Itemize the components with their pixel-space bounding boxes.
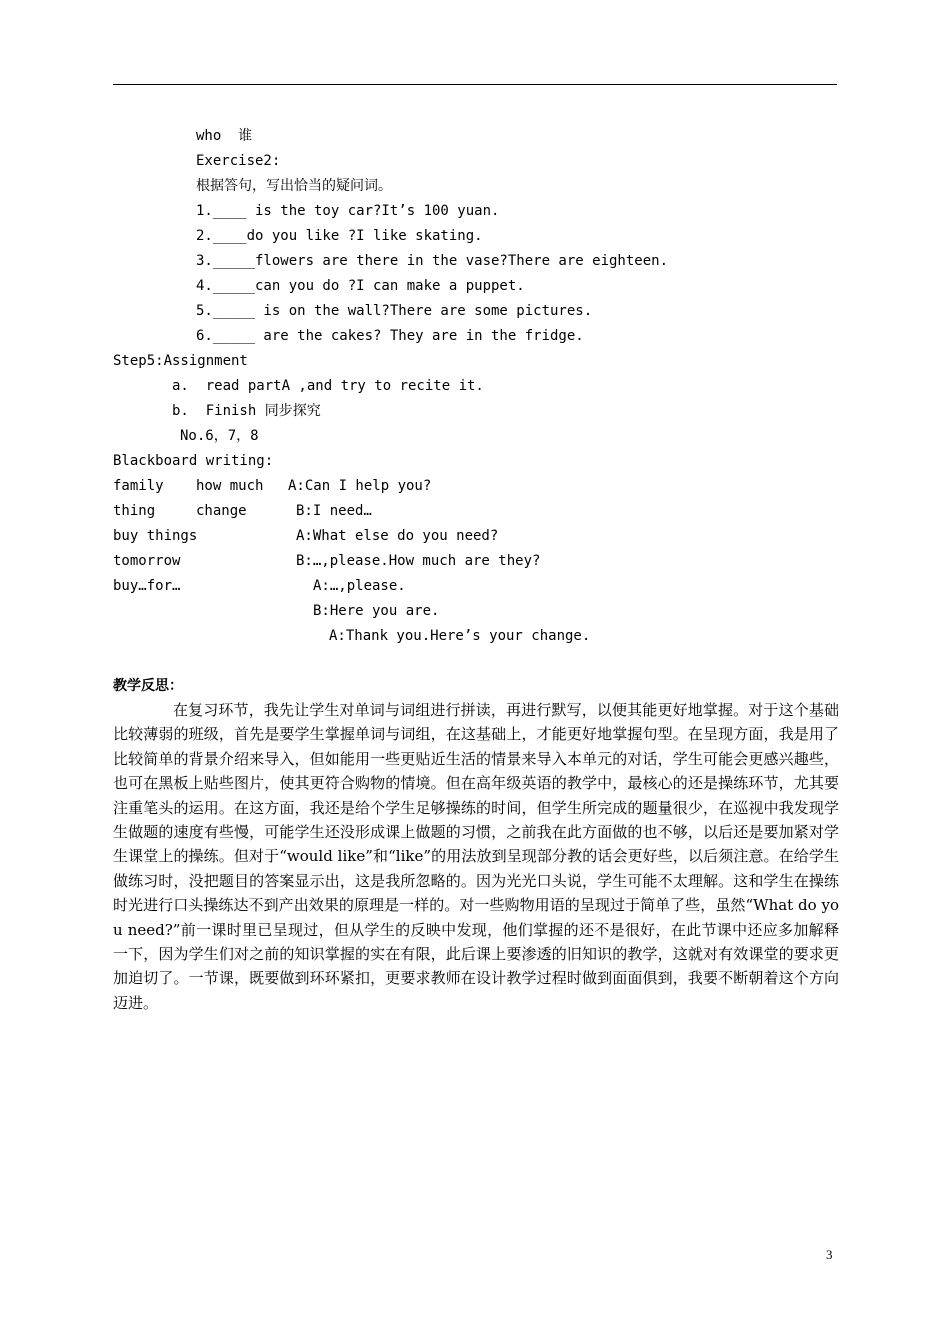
- assignment-title: Step5:Assignment: [113, 353, 248, 369]
- blackboard-dialogue-line: A:Can I help you?: [288, 478, 432, 494]
- page-number: 3: [826, 1247, 833, 1262]
- exercise-item: 3._____flowers are there in the vase?There are eighteen.: [196, 253, 669, 269]
- reflection-paragraph: 在复习环节，我先让学生对单词与词组进行拼读，再进行默写，以便其能更好地掌握。对于这个基础比较薄弱的班级，首先是要学生掌握单词与词组，在这基础上，才能更好地掌握句型。在呈现方面，我是用了比较简单的背景介绍来导入，但如能用一些更贴近生活的情景来导入本单元的对话，学生可能会更感兴趣些，也可在黑板上贴些图片，使其更符合购物的情境。但在高年级英语的教学中，最核心的还是操练环节，尤其要注重笔头的运用。在这方面，我还是给个学生足够操练的时间，但学生所完成的题量很少，在巡视中我发现学生做题的速度有些慢，可能学生还没形成课上做题的习惯，之前我在此方面做的也不够，以后还是要加紧对学生课堂上的操练。但对于“would like”和“like”的用法放到呈现部分教的话会更好些，以后须注意。在给学生做练习时，没把题目的答案显示出，这是我所忽略的。因为光光口头说，学生可能不太理解。这和学生在操练时光进行口头操练达不到产出效果的原理是一样的。对一些购物用语的呈现过于简单了些，虽然“What do you need?”前一课时里已呈现过，但从学生的反映中发现，他们掌握的还不是很好，在此节课中还应多加解释一下，因为学生们对之前的知识掌握的实在有限，此后课上要渗透的旧知识的教学，这就对有效课堂的要求更加迫切了。一节课，既要做到环环紧扣，更要求教师在设计教学过程时做到面面俱到，我要不断朝着这个方向迈进。: [113, 701, 839, 1012]
- exercise-item: 2.____do you like ?I like skating.: [196, 228, 483, 244]
- blackboard-title: Blackboard writing:: [113, 453, 274, 469]
- blackboard-dialogue-line: B:I need…: [296, 503, 372, 519]
- reflection-body: [113, 698, 839, 1015]
- blackboard-vocab: thing: [113, 503, 156, 519]
- blackboard-dialogue-line: A:Thank you.Here’s your change.: [329, 628, 591, 644]
- blackboard-vocab: change: [196, 503, 247, 519]
- exercise-title: Exercise2:: [196, 153, 281, 169]
- exercise-item: 4._____can you do ?I can make a puppet.: [196, 278, 525, 294]
- assignment-item-b: b. Finish 同步探究: [172, 403, 321, 419]
- blackboard-vocab: buy things: [113, 528, 198, 544]
- reflection-heading: 教学反思：: [113, 678, 183, 694]
- assignment-item-a: a. read partA ,and try to recite it.: [172, 378, 484, 394]
- exercise-item: 1.____ is the toy car?It’s 100 yuan.: [196, 203, 500, 219]
- blackboard-vocab: tomorrow: [113, 553, 181, 569]
- blackboard-dialogue-line: A:…,please.: [313, 578, 406, 594]
- blackboard-vocab: family: [113, 478, 164, 494]
- blackboard-dialogue-line: B:…,please.How much are they?: [296, 553, 541, 569]
- exercise-item: 5._____ is on the wall?There are some pictures.: [196, 303, 593, 319]
- exercise-instruction: 根据答句，写出恰当的疑问词。: [196, 178, 392, 194]
- blackboard-vocab: how much: [196, 478, 264, 494]
- header-rule: [113, 84, 837, 85]
- assignment-item-b-detail: No.6，7，8: [180, 428, 259, 444]
- blackboard-vocab: buy…for…: [113, 578, 181, 594]
- blackboard-dialogue-line: B:Here you are.: [313, 603, 440, 619]
- blackboard-dialogue-line: A:What else do you need?: [296, 528, 499, 544]
- exercise-item: 6._____ are the cakes? They are in the fridge.: [196, 328, 584, 344]
- vocab-line-who: who 谁: [196, 128, 253, 144]
